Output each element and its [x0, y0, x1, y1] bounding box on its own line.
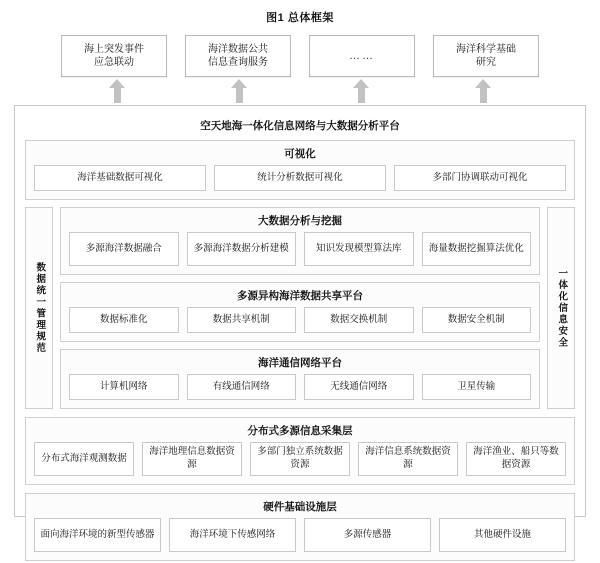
top-box-ellipsis-label: …… [349, 49, 375, 62]
rail-information-security-label: 一体化信息安全 [556, 267, 568, 349]
cell-bd-fusion: 多源海洋数据融合 [69, 232, 179, 266]
panel-hardware [25, 493, 575, 561]
bottom-panels [25, 417, 575, 561]
cell-net-satellite: 卫星传输 [422, 374, 532, 400]
panel-visualization-title: 可视化 [284, 148, 316, 160]
panel-hardware-cells [26, 518, 574, 560]
top-box-emergency-line2: 应急联动 [94, 57, 134, 68]
cell-col-distributed: 分布式海洋观测数据 [34, 442, 134, 476]
figure-caption: 图1 总体框架 [266, 12, 334, 24]
rail-data-standard [25, 207, 53, 409]
top-box-public-query-line1: 海洋数据公共 [208, 43, 268, 55]
panel-sharing [60, 282, 540, 342]
cell-col-fishery: 海洋渔业、船只等数据资源 [466, 442, 566, 476]
top-box-research-line1: 海洋科学基础 [456, 43, 516, 55]
top-box-emergency [61, 35, 167, 77]
top-box-public-query-line2: 信息查询服务 [208, 57, 268, 68]
cell-bd-optimize: 海量数据挖掘算法优化 [422, 232, 532, 266]
panel-collection-cells [26, 442, 574, 484]
cell-hw-sensor-network: 海洋环境下传感网络 [169, 518, 296, 552]
arrow-cell-1 [65, 79, 169, 105]
cell-hw-new-sensor: 面向海洋环境的新型传感器 [34, 518, 161, 552]
panel-hardware-title: 硬件基础设施层 [263, 501, 337, 513]
top-box-public-query [185, 35, 291, 77]
cell-vis-multidept: 多部门协调联动可视化 [394, 165, 566, 191]
middle-stack [60, 207, 540, 409]
cell-net-wireless: 无线通信网络 [304, 374, 414, 400]
panel-bigdata [60, 207, 540, 275]
top-box-research [433, 35, 539, 77]
platform-title: 空天地海一体化信息网络与大数据分析平台 [200, 120, 400, 132]
panel-visualization [25, 140, 575, 200]
top-box-research-line2: 研究 [476, 57, 496, 68]
cell-sh-standardize: 数据标准化 [69, 307, 179, 333]
arrow-cell-2 [187, 79, 291, 105]
arrow-cell-4 [431, 79, 535, 105]
panel-sharing-cells [61, 307, 539, 341]
cell-col-dept-systems: 多部门独立系统数据资源 [250, 442, 350, 476]
cell-sh-share: 数据共享机制 [187, 307, 297, 333]
cell-net-wired: 有线通信网络 [187, 374, 297, 400]
middle-region [25, 207, 575, 409]
arrow-cell-3 [309, 79, 413, 105]
cell-vis-stats: 统计分析数据可视化 [214, 165, 386, 191]
panel-bigdata-title: 大数据分析与挖掘 [258, 215, 342, 227]
panel-collection [25, 417, 575, 485]
cell-sh-security: 数据安全机制 [422, 307, 532, 333]
top-box-ellipsis [309, 35, 415, 77]
panel-bigdata-cells [61, 232, 539, 274]
panel-collection-title: 分布式多源信息采集层 [247, 425, 353, 437]
cell-bd-knowledge: 知识发现模型算法库 [304, 232, 414, 266]
cell-net-computer: 计算机网络 [69, 374, 179, 400]
rail-data-standard-label: 数据统一管理规范 [34, 262, 46, 354]
panel-network [60, 349, 540, 409]
cell-col-geoinfo: 海洋地理信息数据资源 [142, 442, 242, 476]
cell-sh-exchange: 数据交换机制 [304, 307, 414, 333]
top-consumer-row [0, 35, 600, 77]
arrow-row [0, 79, 600, 105]
cell-vis-basic: 海洋基础数据可视化 [34, 165, 206, 191]
cell-hw-multisource-sensor: 多源传感器 [304, 518, 431, 552]
cell-col-marine-system: 海洋信息系统数据资源 [358, 442, 458, 476]
panel-sharing-title: 多源异构海洋数据共享平台 [237, 290, 363, 302]
cell-hw-other: 其他硬件设施 [439, 518, 566, 552]
panel-network-title: 海洋通信网络平台 [258, 357, 342, 369]
cell-bd-modeling: 多源海洋数据分析建模 [187, 232, 297, 266]
panel-visualization-cells [26, 165, 574, 199]
rail-information-security [547, 207, 575, 409]
platform-frame [14, 105, 586, 540]
top-box-emergency-line1: 海上突发事件 [84, 43, 144, 55]
panel-network-cells [61, 374, 539, 408]
